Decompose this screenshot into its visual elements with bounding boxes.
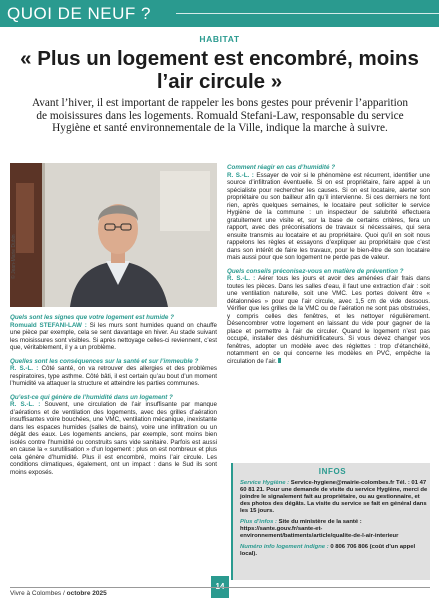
- answer-text: Souvent, une circulation de l’air insuffisante par manque d’aérations et de ventilation des logements, avec des grilles d’aération insuffisantes voire bouchées, une VMC, ventilation mécanique, inexistante dans les espaces humides (salles de bains), voire une infiltration ou un dégât des eaux. Les logements anciens, par exemple, sont moins bien isolés contre l’humidité ou construits sans vide sanitaire. Parfois est aussi en cause la « surutilisation » d’un logement : plus on est nombreux et plus cela génère d’humidité. Plus il est encombré, moins l’air circule. Les conditions climatiques, également, ont un impact : dans le Sud ils sont moins exposés.: [10, 401, 217, 476]
- photo-credit-text: © Jean-Marie Dubin: [11, 234, 17, 279]
- info-box: [231, 463, 430, 580]
- issue-date: octobre 2025: [66, 590, 107, 597]
- info-label: Numéro info logement indigne :: [240, 544, 329, 551]
- footer-credit: Vivre à Colombes / octobre 2025: [10, 590, 107, 597]
- section-title: QUOI DE NEUF ?: [7, 4, 151, 23]
- answer-text: Côté santé, on va retrouver des allergies et des problèmes respiratoires, type asthme. Côté bâti, il est certain qu’au bout d’un moment l’humidité va attaquer la structure et atteindre les parties communes.: [10, 365, 217, 387]
- photo-credit: [11, 169, 19, 279]
- header-divider: [176, 13, 439, 14]
- answer-paragraph: [227, 275, 430, 365]
- speaker-label: R. S.-L. :: [227, 171, 254, 179]
- publication-name: Vivre à Colombes: [10, 590, 62, 597]
- answer-text: Aérer tous les jours et avoir des aménées d’air frais dans toutes les pièces. Dans les salles d’eau, il faut une extraction d’air : soit une ventilation naturelle, soit une VMC. Les portes doivent être « détalonnées » pour que l’air circule, avec 1,5 cm de vide dessous. Vérifier que les grilles de la VMC ou de l’aération ne sont pas obstruées, y compris celles des fenêtres, et les nettoyer régulièrement. Désencombrer votre logement en laissant du vide pour gagner de la place et permettre à l’air de circuler. Quand le logement n’est pas occupé, installer des déshumidificateurs. Si vous devez changer vos fenêtres, adopter un modèle avec des réglettes : trop d’étanchéité, notamment en ce qui concerne les modèles en PVC, empêche la circulation de l’air.: [227, 275, 430, 365]
- question-heading: Comment réagir en cas d’humidité ?: [227, 164, 336, 171]
- question-heading: Quels sont les signes que votre logement est humide ?: [10, 314, 174, 321]
- answer-text: Si les murs sont humides quand on chauffe une pièce par exemple, cela se sent davantage en hiver. Au stade suivant les moisissures sont visibles. Si après nettoyage celles-ci reviennent, c’est que, véritablement, il y a un problème.: [10, 321, 217, 351]
- info-text[interactable]: Service-hygiene@mairie-colombes.fr Tél. : 01 47 60 81 21. Pour une demande de visite du service Hygiène, merci de joindre le signalement fait au propriétaire, ou au gestionnaire, et des photos des dégâts. La visite du service se fait en général dans les 15 jours.: [240, 480, 428, 515]
- article-intro: [30, 97, 410, 135]
- info-label: Service Hygiène :: [240, 480, 290, 486]
- question-heading: Qu’est-ce qui génère de l’humidité dans un logement ?: [10, 393, 173, 401]
- speaker-label: R. S.-L. :: [227, 275, 256, 282]
- speaker-label: R. S.-L. :: [10, 401, 41, 408]
- info-number: [240, 544, 428, 558]
- answer-paragraph: [10, 401, 217, 476]
- speaker-label: R. S.-L. :: [10, 365, 39, 372]
- info-title: INFOS: [318, 467, 347, 476]
- answer-paragraph: [227, 172, 430, 262]
- info-text: 0 806 706 806 (coût d’un appel local).: [240, 544, 416, 558]
- info-more: [240, 519, 428, 540]
- intro-byline: Romuald Stefani-Law, responsable du service Hygiène et santé environnementale de la Ville, indique la marche à suivre.: [52, 109, 404, 135]
- intro-sentence: Avant l’hiver, il est important de rappeler les bons gestes pour prévenir l’apparition de moisissures dans les logements.: [31, 97, 409, 122]
- answer-text: Essayer de voir si le phénomène est récurrent, identifier une source d’infiltration éventuelle. Si on est propriétaire, faire appel à un spécialiste pour rechercher les causes. Si on est locataire, alerter son propriétaire ou son bailleur afin qu’il intervienne. Si ces derniers ne font rien, après quelques semaines, le locataire peut solliciter le service Hygiène de la commune : un inspecteur de salubrité effectuera gratuitement une visite et, sur la base de certains critères, fera un rapport, avec des préconisations de travaux si nécessaires, qui sera ensuite transmis au locataire et au propriétaire. Quoi qu’il en soit nous rappelons les règles et essayons d’expliquer au propriétaire que c’est dans son intérêt de faire les travaux, pour le bien-être de son locataire mais aussi pour que son logement ne perde pas de valeur.: [227, 171, 430, 261]
- article-headline: « Plus un logement est encombré, moins l’air circule »: [20, 47, 419, 93]
- question-heading: Quels conseils préconisez-vous en matière de prévention ?: [227, 267, 404, 275]
- answer-paragraph: [10, 322, 217, 352]
- info-hygiene: [240, 480, 428, 515]
- article-rubric: HABITAT: [199, 34, 240, 44]
- info-label: Plus d’infos :: [240, 519, 277, 526]
- end-of-article-mark: [278, 358, 281, 363]
- question-heading: Quelles sont les conséquences sur la santé et sur l’immeuble ?: [10, 357, 199, 365]
- footer-divider: [10, 587, 430, 588]
- info-link[interactable]: Site du ministère de la santé : https://sante.gouv.fr/sante-et-environnement/batiments/article/qualite-de-l-air-interieur: [240, 519, 399, 540]
- info-body: [240, 480, 428, 558]
- portrait-illustration: [10, 163, 217, 307]
- speaker-label: Romuald STEFANI-LAW :: [10, 321, 87, 329]
- portrait-photo: [10, 163, 217, 307]
- article-column-right: [227, 164, 430, 365]
- article-column-left: [10, 314, 217, 476]
- answer-paragraph: [10, 365, 217, 388]
